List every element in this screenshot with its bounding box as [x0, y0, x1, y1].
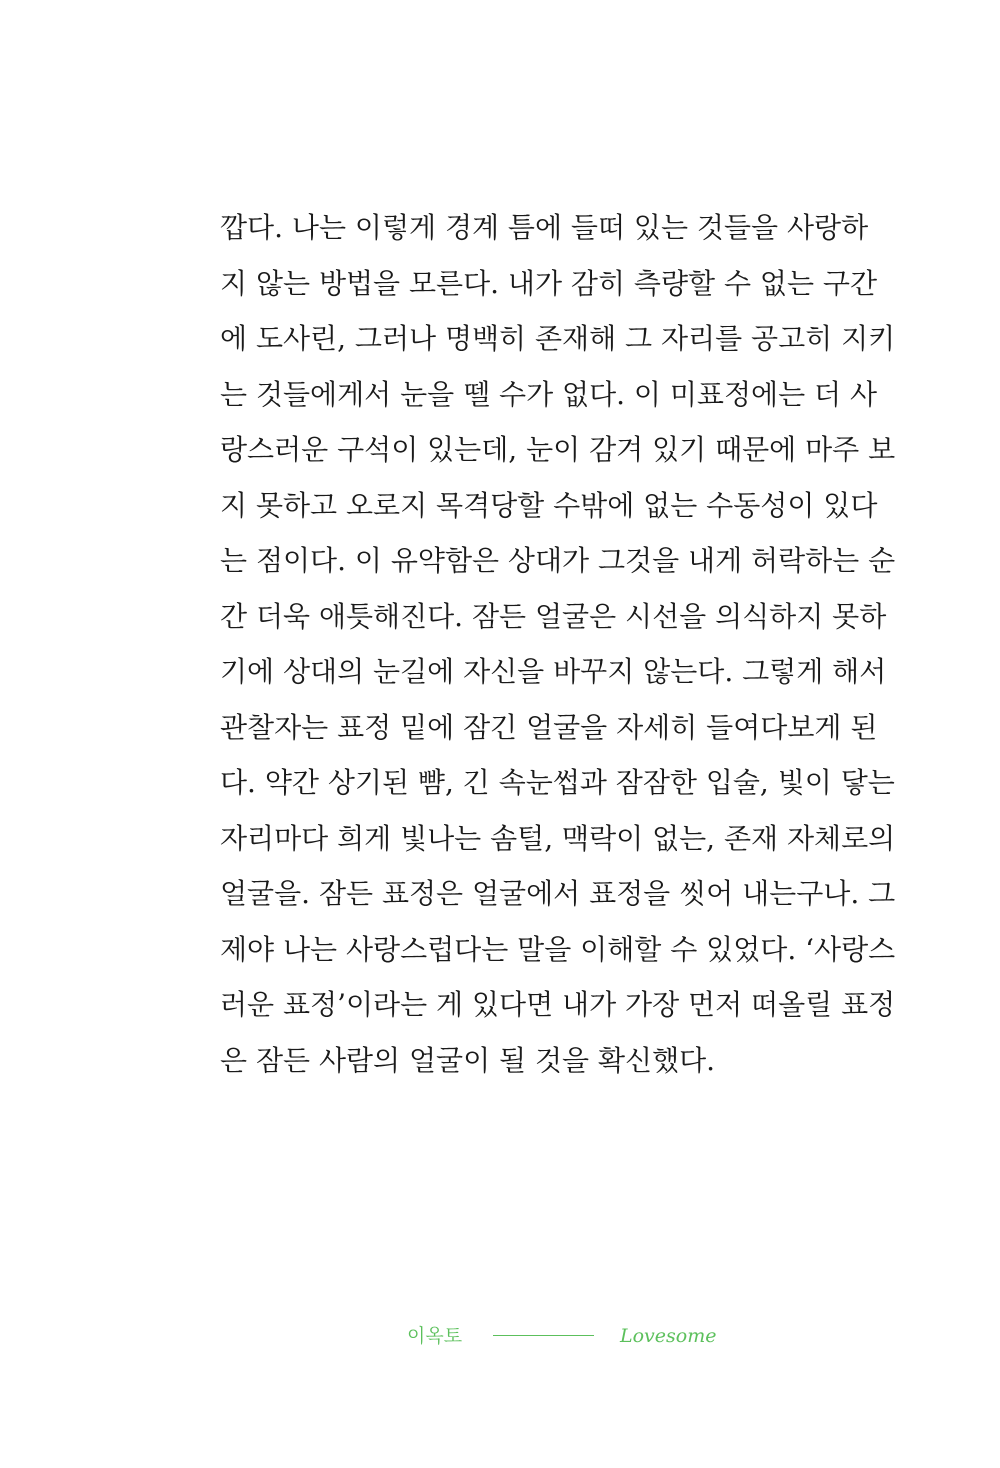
- footer-author: 이옥토: [407, 1325, 463, 1347]
- body-text: [220, 200, 896, 1088]
- footer-book-title: Lovesome: [620, 1325, 717, 1347]
- text-line: 간 더욱 애틋해진다. 잠든 얼굴은 시선을 의식하지 못하: [220, 599, 887, 633]
- text-line: 랑스러운 구석이 있는데, 눈이 감겨 있기 때문에 마주 보: [220, 433, 896, 466]
- text-line: 에 도사린, 그러나 명백히 존재해 그 자리를 공고히 지키: [220, 322, 896, 355]
- footer-divider: [493, 1335, 594, 1336]
- text-line: 지 못하고 오로지 목격당할 수밖에 없는 수동성이 있다: [220, 488, 878, 522]
- text-line: 제야 나는 사랑스럽다는 말을 이해할 수 있었다. ‘사랑스: [220, 932, 896, 966]
- text-line: 얼굴을. 잠든 표정은 얼굴에서 표정을 씻어 내는구나. 그: [220, 877, 896, 910]
- text-line: 은 잠든 사람의 얼굴이 될 것을 확신했다.: [220, 1043, 716, 1077]
- text-line: 러운 표정’이라는 게 있다면 내가 가장 먼저 떠올릴 표정: [220, 988, 896, 1021]
- text-line: 관찰자는 표정 밑에 잠긴 얼굴을 자세히 들여다보게 된: [220, 710, 878, 744]
- text-line: 기에 상대의 눈길에 자신을 바꾸지 않는다. 그렇게 해서: [220, 655, 887, 688]
- page-footer: [0, 1316, 1000, 1356]
- text-line: 다. 약간 상기된 뺨, 긴 속눈썹과 잠잠한 입술, 빛이 닿는: [220, 766, 895, 799]
- text-line: 지 않는 방법을 모른다. 내가 감히 측량할 수 없는 구간: [220, 266, 878, 300]
- text-line: 는 것들에게서 눈을 뗄 수가 없다. 이 미표정에는 더 사: [220, 377, 878, 411]
- text-line: 자리마다 희게 빛나는 솜털, 맥락이 없는, 존재 자체로의: [220, 821, 896, 855]
- text-line: 깝다. 나는 이렇게 경계 틈에 들떠 있는 것들을 사랑하: [220, 211, 869, 244]
- text-line: 는 점이다. 이 유약함은 상대가 그것을 내게 허락하는 순: [220, 544, 896, 577]
